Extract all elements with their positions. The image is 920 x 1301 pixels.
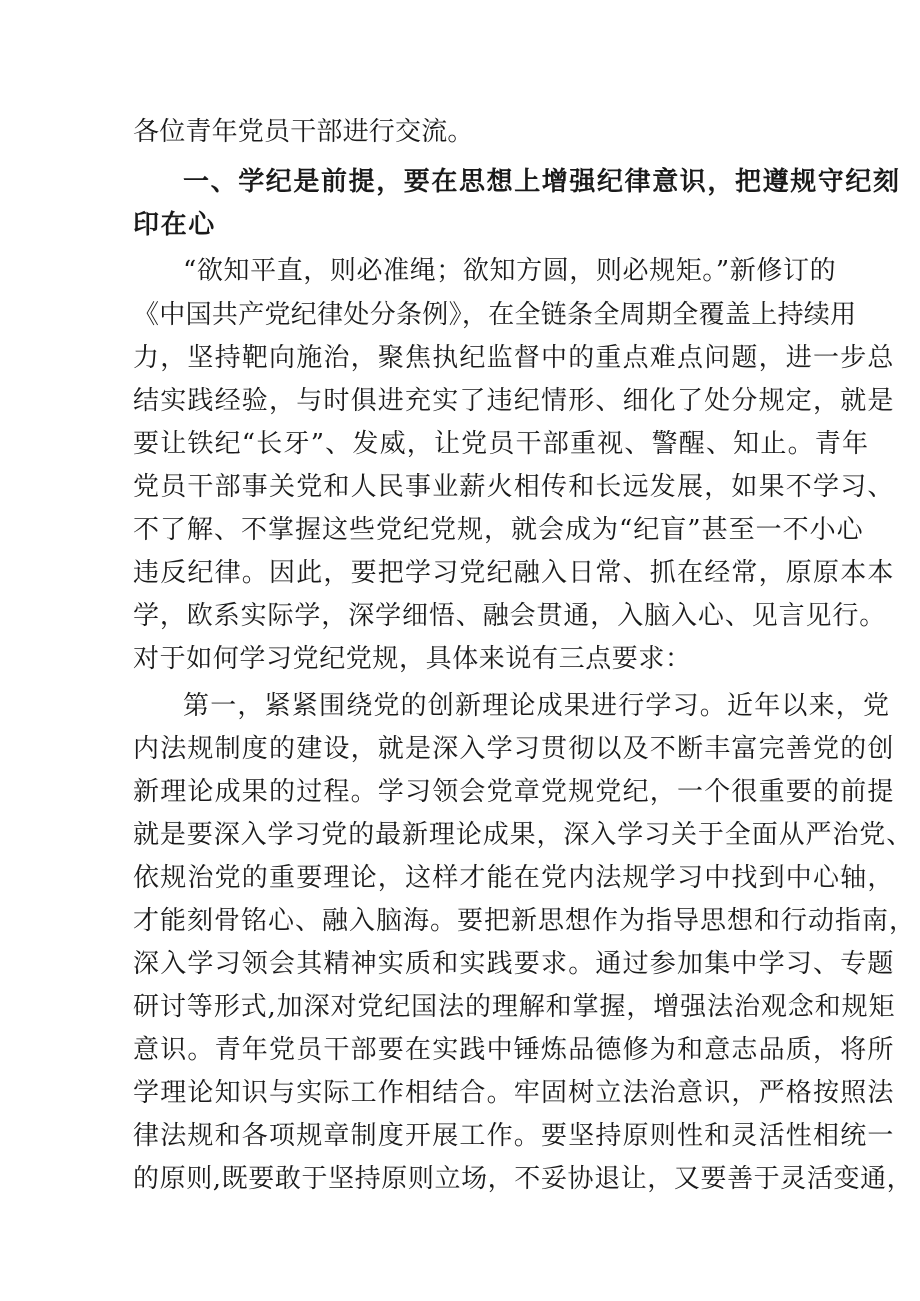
- paragraph-line: “欲知平直，则必准绳；欲知方圆，则必规矩。”新修订的: [183, 256, 837, 286]
- paragraph-line: 才能刻骨铭心、融入脑海。要把新思想作为指导思想和行动指南，: [133, 906, 917, 936]
- paragraph-line: 的原则,既要敢于坚持原则立场，不妥协退让，又要善于灵活变通，: [133, 1164, 914, 1194]
- heading-line-2: 印在心: [133, 210, 216, 240]
- paragraph-line: 研讨等形式,加深对党纪国法的理解和掌握，增强法治观念和规矩: [133, 992, 896, 1022]
- paragraph-line: 要让铁纪“长牙”、发威，让党员干部重视、警醒、知止。青年: [133, 429, 870, 459]
- paragraph-line: 力，坚持靶向施治，聚焦执纪监督中的重点难点问题，进一步总: [133, 343, 895, 373]
- heading-line-1: 一、学纪是前提，要在思想上增强纪律意识，把遵规守纪刻: [183, 167, 901, 197]
- paragraph-line: 违反纪律。因此，要把学习党纪融入日常、抓在经常，原原本本: [133, 558, 895, 588]
- paragraph-line: 对于如何学习党纪党规，具体来说有三点要求：: [133, 644, 692, 674]
- paragraph-line: 意识。青年党员干部要在实践中锤炼品德修为和意志品质，将所: [133, 1035, 895, 1065]
- paragraph-line: 内法规制度的建设，就是深入学习贯彻以及不断丰富完善党的创: [133, 734, 895, 764]
- paragraph-line: 学理论知识与实际工作相结合。牢固树立法治意识，严格按照法: [133, 1078, 895, 1108]
- intro-tail-line: 各位青年党员干部进行交流。: [133, 117, 474, 147]
- paragraph-line: 深入学习领会其精神实质和实践要求。通过参加集中学习、专题: [133, 949, 895, 979]
- paragraph-line: 就是要深入学习党的最新理论成果，深入学习关于全面从严治党、: [133, 820, 914, 850]
- paragraph-line: 新理论成果的过程。学习领会党章党规党纪，一个很重要的前提: [133, 777, 895, 807]
- paragraph-line: 结实践经验，与时俱进充实了违纪情形、细化了处分规定，就是: [133, 386, 895, 416]
- paragraph-line: 不了解、不掌握这些党纪党规，就会成为“纪盲”甚至一不小心: [133, 515, 864, 545]
- paragraph-line: 第一，紧紧围绕党的创新理论成果进行学习。近年以来，党: [183, 691, 891, 721]
- paragraph-line: 学，欧系实际学，深学细悟、融会贯通，入脑入心、见言见行。: [133, 601, 887, 631]
- paragraph-line: 党员干部事关党和人民事业薪火相传和长远发展，如果不学习、: [133, 472, 895, 502]
- paragraph-line: 律法规和各项规章制度开展工作。要坚持原则性和灵活性相统一: [133, 1121, 895, 1151]
- paragraph-line: 《中国共产党纪律处分条例》，在全链条全周期全覆盖上持续用: [133, 300, 857, 330]
- paragraph-line: 依规治党的重要理论，这样才能在党内法规学习中找到中心轴，: [133, 863, 895, 893]
